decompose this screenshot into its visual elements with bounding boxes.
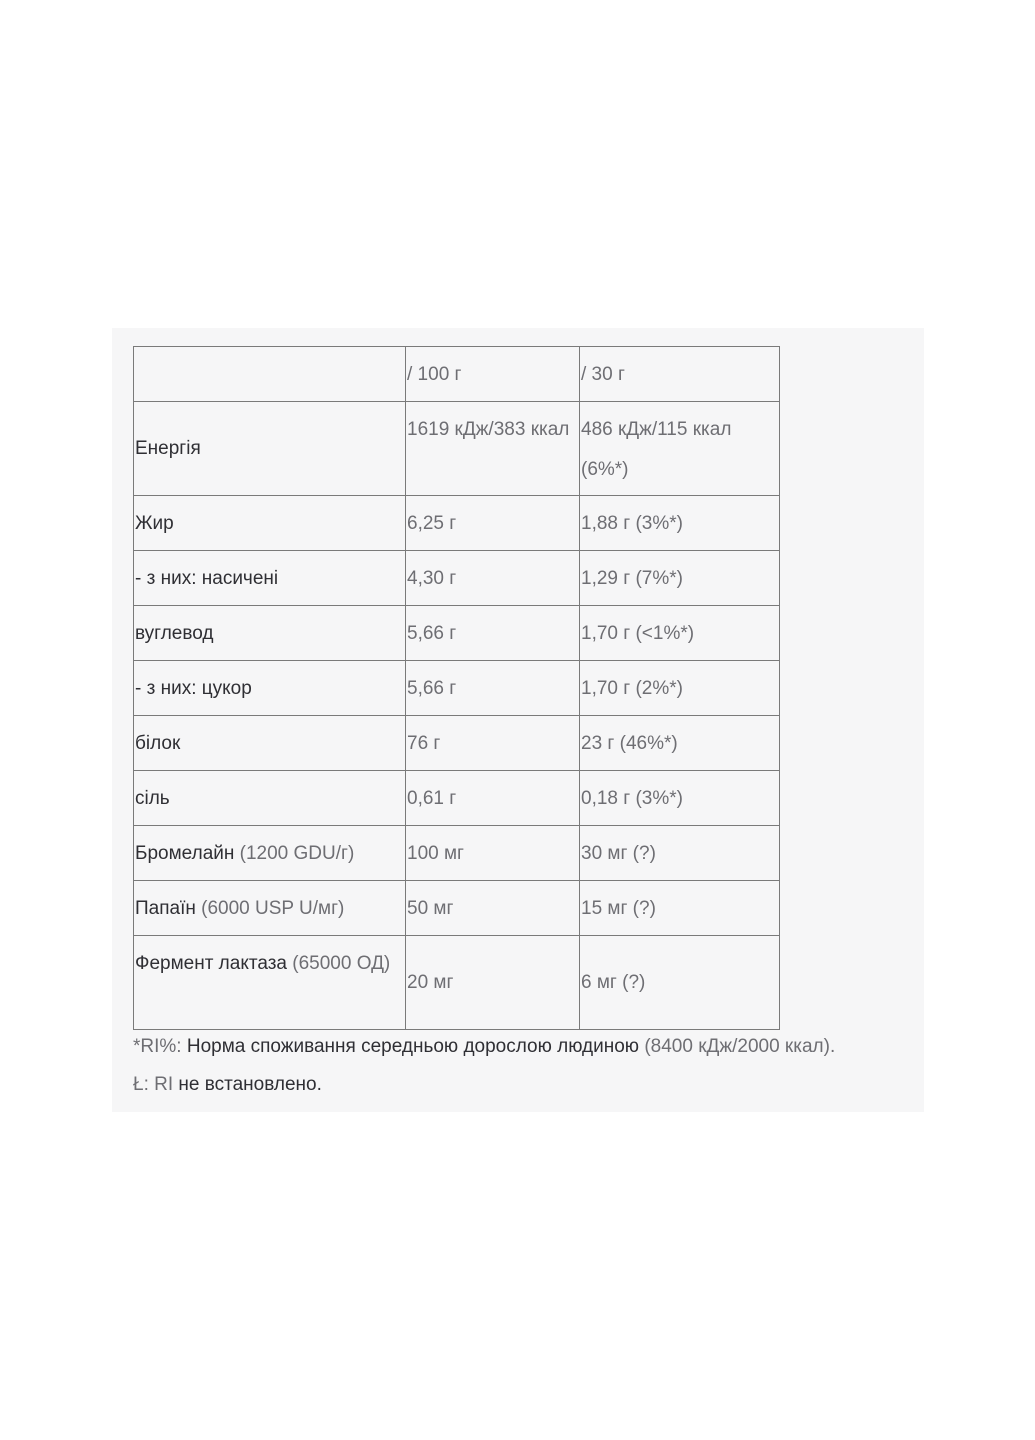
- nutrient-name: Фермент лактаза: [135, 953, 287, 974]
- nutrient-note: (1200 GDU/г): [239, 843, 355, 864]
- value-per30: 15 мг (?): [580, 881, 780, 936]
- nutrient-name: - з них: насичені: [134, 551, 406, 606]
- value-per30: 30 мг (?): [580, 826, 780, 881]
- nutrient-name-cell: [134, 826, 406, 881]
- value-per100: 4,30 г: [406, 551, 580, 606]
- footnote-ri-suffix: (8400 кДж/2000 ккал).: [644, 1036, 836, 1057]
- footnotes: [133, 1028, 835, 1104]
- value-per100: 5,66 г: [406, 661, 580, 716]
- value-per30: 23 г (46%*): [580, 716, 780, 771]
- table-row: [134, 936, 780, 1030]
- header-cell-per100: / 100 г: [406, 347, 580, 402]
- table-header-row: [134, 347, 780, 402]
- nutrient-name-cell: [134, 936, 406, 1030]
- nutrient-name: Папаїн: [135, 898, 196, 919]
- table-row: [134, 826, 780, 881]
- value-per30: 1,70 г (2%*): [580, 661, 780, 716]
- value-per30: 486 кДж/115 ккал (6%*): [580, 402, 780, 496]
- value-per30: 1,29 г (7%*): [580, 551, 780, 606]
- footnote-na-text: не встановлено.: [178, 1074, 322, 1095]
- nutrient-name: - з них: цукор: [134, 661, 406, 716]
- nutrition-table: [133, 346, 780, 1030]
- table-row: [134, 881, 780, 936]
- table-row: [134, 771, 780, 826]
- value-per30: 6 мг (?): [580, 936, 780, 1030]
- table-row: [134, 496, 780, 551]
- nutrient-name: Жир: [134, 496, 406, 551]
- nutrient-name: білок: [134, 716, 406, 771]
- nutrient-name-cell: [134, 881, 406, 936]
- footnote-na: [133, 1066, 835, 1104]
- value-per30: 0,18 г (3%*): [580, 771, 780, 826]
- nutrition-panel: [112, 328, 924, 1112]
- value-per100: 6,25 г: [406, 496, 580, 551]
- value-per100: 76 г: [406, 716, 580, 771]
- value-per100: 5,66 г: [406, 606, 580, 661]
- value-per100: 0,61 г: [406, 771, 580, 826]
- table-row: [134, 606, 780, 661]
- table-row: [134, 661, 780, 716]
- value-per100: 20 мг: [406, 936, 580, 1030]
- nutrient-name: сіль: [134, 771, 406, 826]
- nutrient-name: Бромелайн: [135, 843, 235, 864]
- nutrient-name: вуглевод: [134, 606, 406, 661]
- table-row: [134, 402, 780, 496]
- header-cell-per30: / 30 г: [580, 347, 780, 402]
- table-row: [134, 716, 780, 771]
- value-per100: 50 мг: [406, 881, 580, 936]
- nutrient-name: Енергія: [134, 402, 406, 496]
- nutrient-note: (65000 ОД): [292, 953, 391, 974]
- header-cell-empty: [134, 347, 406, 402]
- nutrient-note: (6000 USP U/мг): [201, 898, 345, 919]
- footnote-ri-prefix: *RI%:: [133, 1036, 182, 1057]
- value-per30: 1,88 г (3%*): [580, 496, 780, 551]
- footnote-na-prefix: Ł: RI: [133, 1074, 174, 1095]
- footnote-ri: [133, 1028, 835, 1066]
- footnote-ri-text: Норма споживання середньою дорослою людиною: [186, 1036, 640, 1057]
- value-per100: 100 мг: [406, 826, 580, 881]
- value-per100: 1619 кДж/383 ккал: [406, 402, 580, 496]
- table-row: [134, 551, 780, 606]
- value-per30: 1,70 г (<1%*): [580, 606, 780, 661]
